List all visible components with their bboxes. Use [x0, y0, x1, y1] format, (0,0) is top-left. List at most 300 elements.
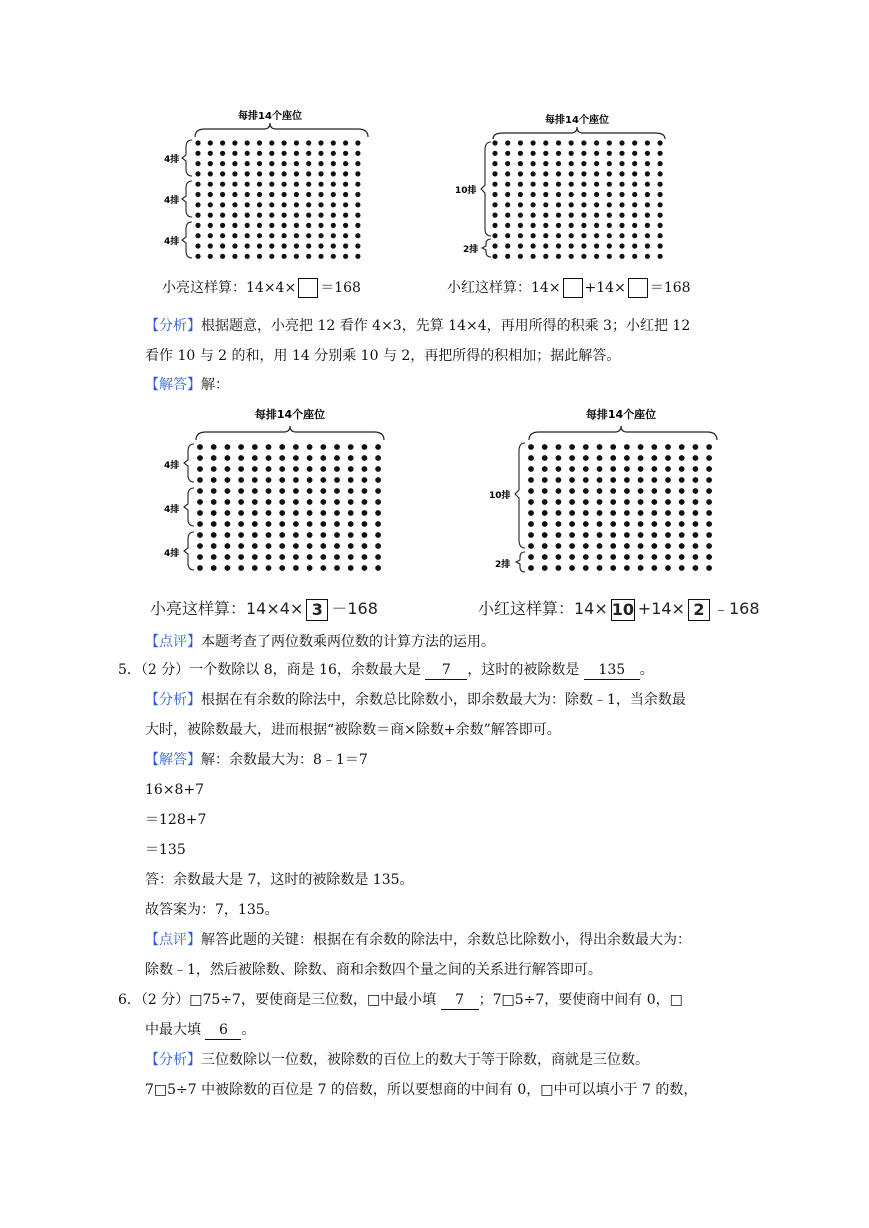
seat-dot: [518, 213, 523, 218]
seat-dot: [583, 510, 589, 516]
seat-dot: [220, 161, 225, 166]
seat-dot: [505, 213, 510, 218]
seat-dot: [518, 233, 523, 238]
seat-dot: [619, 202, 624, 207]
seat-dot: [543, 254, 548, 259]
seat-dot: [556, 192, 561, 197]
seat-dot: [583, 543, 589, 549]
seat-dot: [252, 521, 258, 527]
seat-dot: [195, 254, 200, 259]
seat-dot: [597, 554, 603, 560]
seat-dot-grid: [195, 140, 360, 259]
svg-text:4排: 4排: [164, 155, 180, 165]
seat-dot: [245, 192, 250, 197]
seat-dot: [238, 455, 244, 461]
seat-dot: [556, 233, 561, 238]
seat-dot: [266, 565, 272, 571]
seat-dot: [632, 254, 637, 259]
q5-step-4: 答：余数最大是 7，这时的被除数是 135。: [145, 872, 414, 888]
q6-analysis-line2: 7□5÷7 中被除数的百位是 7 的倍数，所以要想商的中间有 0，□中可以填小于 7 的数，: [145, 1082, 698, 1098]
seat-dot: [597, 510, 603, 516]
seat-dot: [293, 521, 299, 527]
seat-dot: [556, 254, 561, 259]
seat-dot: [665, 444, 671, 450]
seat-dot: [665, 554, 671, 560]
seat-dot: [282, 213, 287, 218]
seat-dot: [220, 213, 225, 218]
seat-dot: [693, 477, 699, 483]
seat-dot: [195, 213, 200, 218]
seat-dot: [266, 488, 272, 494]
seat-dot: [651, 488, 657, 494]
seat-dot: [362, 565, 368, 571]
seat-dot: [569, 140, 574, 145]
seat-dot: [375, 455, 381, 461]
seat-dot: [632, 243, 637, 248]
seat-dot: [348, 532, 354, 538]
seat-dot: [355, 233, 360, 238]
seat-dot: [318, 192, 323, 197]
seat-dot: [531, 192, 536, 197]
seat-dot: [597, 499, 603, 505]
seat-dot: [531, 140, 536, 145]
seat-dot: [225, 565, 231, 571]
seat-dot: [334, 532, 340, 538]
seat-dot: [225, 510, 231, 516]
seat-dot: [282, 243, 287, 248]
diagram-title: 每排14个座位: [545, 115, 609, 126]
seat-dot: [225, 521, 231, 527]
seat-dot: [238, 477, 244, 483]
seat-dot: [279, 499, 285, 505]
seat-dot: [693, 521, 699, 527]
seat-dot: [320, 466, 326, 472]
q5-comment-line1: 【点评】解答此题的关键：根据在有余数的除法中，余数总比除数小，得出余数最大为：: [145, 932, 691, 948]
seat-dot: [269, 233, 274, 238]
seat-dot: [225, 488, 231, 494]
seat-dot: [320, 565, 326, 571]
seat-dot: [610, 455, 616, 461]
seat-dot: [597, 532, 603, 538]
seat-dot: [197, 554, 203, 560]
seat-dot: [195, 151, 200, 156]
seat-dot: [505, 223, 510, 228]
seat-dot: [238, 554, 244, 560]
seat-dot: [610, 477, 616, 483]
seat-dot: [355, 140, 360, 145]
seat-dot: [293, 466, 299, 472]
seat-dot: [583, 455, 589, 461]
top-brace: [529, 426, 717, 440]
seat-dot: [651, 499, 657, 505]
seat-dot: [195, 202, 200, 207]
seat-dot: [306, 192, 311, 197]
seat-dot: [651, 455, 657, 461]
seat-dot: [645, 171, 650, 176]
seat-dot: [232, 161, 237, 166]
seat-dot: [306, 223, 311, 228]
seat-dot: [556, 488, 562, 494]
seat-dot: [645, 192, 650, 197]
seat-dot: [318, 161, 323, 166]
seat-dot: [355, 202, 360, 207]
seat-dot: [597, 488, 603, 494]
seat-dot: [583, 488, 589, 494]
seat-dot: [225, 466, 231, 472]
seat-dot: [257, 243, 262, 248]
seat-dot: [556, 171, 561, 176]
seat-dot: [362, 510, 368, 516]
seat-dot: [706, 455, 712, 461]
q6-blank-1: 7: [441, 991, 479, 1010]
seat-dot: [556, 499, 562, 505]
seat-dot: [569, 510, 575, 516]
seat-dot: [257, 140, 262, 145]
seat-dot: [362, 477, 368, 483]
seat-dot: [594, 161, 599, 166]
seat-dot: [658, 182, 663, 187]
q5-step-1: 16×8+7: [145, 782, 205, 798]
svg-text:2排: 2排: [463, 245, 479, 255]
seat-dot: [542, 488, 548, 494]
seat-dot: [362, 521, 368, 527]
diagram-title: 每排14个座位: [254, 408, 326, 421]
seat-dot: [282, 202, 287, 207]
seat-dot: [245, 233, 250, 238]
seat-dot: [282, 140, 287, 145]
seat-dot: [293, 565, 299, 571]
seat-dot: [624, 565, 630, 571]
seat-dot: [679, 444, 685, 450]
seat-dot: [320, 455, 326, 461]
seat-dot: [225, 499, 231, 505]
seat-dot: [252, 477, 258, 483]
seat-dot: [569, 521, 575, 527]
seat-dot: [665, 521, 671, 527]
seat-dot: [665, 455, 671, 461]
seat-dot: [294, 213, 299, 218]
seat-dot: [197, 532, 203, 538]
seat-dot: [225, 477, 231, 483]
q5-analysis-line1: 【分析】根据在有余数的除法中，余数总比除数小，即余数最大为：除数﹣1，当余数最: [145, 692, 686, 708]
seat-dot: [282, 171, 287, 176]
seat-dot: [334, 488, 340, 494]
seat-dot: [492, 171, 497, 176]
seat-dot: [331, 213, 336, 218]
seat-dot: [645, 213, 650, 218]
seat-dot: [293, 554, 299, 560]
q4-analysis-line1: 【分析】根据题意，小亮把 12 看作 4×3，先算 14×4，再用所得的积乘 3；小红把 12: [145, 318, 691, 334]
seat-dot: [610, 466, 616, 472]
seat-dot: [252, 455, 258, 461]
svg-text:4排: 4排: [164, 237, 180, 247]
seat-dot: [257, 182, 262, 187]
seat-dot: [518, 254, 523, 259]
seat-dot: [318, 202, 323, 207]
seat-dot: [581, 254, 586, 259]
seat-dot: [348, 444, 354, 450]
seat-dot: [269, 151, 274, 156]
seat-dot: [569, 543, 575, 549]
seat-dot: [252, 554, 258, 560]
seat-dot: [245, 140, 250, 145]
seat-dot: [706, 477, 712, 483]
seat-dot: [225, 543, 231, 549]
seat-dot: [220, 233, 225, 238]
seat-dot: [306, 171, 311, 176]
seat-dot: [556, 140, 561, 145]
seat-dot: [597, 477, 603, 483]
seat-dot: [518, 182, 523, 187]
seat-dot: [195, 140, 200, 145]
seat-dot: [651, 477, 657, 483]
seat-dot: [531, 233, 536, 238]
seat-dot: [245, 171, 250, 176]
seat-dot: [492, 182, 497, 187]
svg-text:4排: 4排: [164, 505, 180, 515]
top-brace: [196, 426, 384, 440]
seat-dot: [569, 554, 575, 560]
seat-dot: [211, 444, 217, 450]
seat-dot: [679, 477, 685, 483]
side-brace-10: [455, 142, 491, 236]
seat-dot: [238, 499, 244, 505]
seat-dot: [556, 477, 562, 483]
seat-dot: [220, 151, 225, 156]
seat-dot: [569, 223, 574, 228]
svg-text:4排: 4排: [164, 549, 180, 559]
seat-dot: [543, 243, 548, 248]
seat-dot: [556, 455, 562, 461]
seat-dot: [257, 202, 262, 207]
seat-dot: [528, 510, 534, 516]
answer-box-empty: [298, 278, 318, 298]
q6-analysis-line1: 【分析】三位数除以一位数，被除数的百位上的数大于等于除数，商就是三位数。: [145, 1052, 649, 1068]
seat-dot: [594, 243, 599, 248]
seat-dot: [375, 466, 381, 472]
seat-dot: [211, 565, 217, 571]
seat-dot: [679, 521, 685, 527]
seat-dot: [531, 161, 536, 166]
seat-dot: [282, 254, 287, 259]
seat-dot: [320, 532, 326, 538]
seat-dot: [343, 223, 348, 228]
seat-dot: [581, 171, 586, 176]
seat-dot: [232, 243, 237, 248]
seat-dot: [294, 161, 299, 166]
seat-dot: [531, 223, 536, 228]
seat-dot: [610, 521, 616, 527]
seat-dot: [362, 444, 368, 450]
seat-dot: [232, 140, 237, 145]
seat-dot: [238, 543, 244, 549]
q5-step-3: ＝135: [145, 842, 186, 858]
seat-dot: [266, 444, 272, 450]
seat-dot: [318, 243, 323, 248]
seat-dot: [610, 444, 616, 450]
seat-dot: [528, 532, 534, 538]
seat-diagram-xiaoliang: [160, 105, 380, 265]
seat-dot: [651, 510, 657, 516]
seat-dot: [679, 565, 685, 571]
seat-dot: [320, 477, 326, 483]
seat-dot: [220, 182, 225, 187]
seat-dot: [581, 182, 586, 187]
seat-dot: [245, 202, 250, 207]
seat-dot: [266, 499, 272, 505]
seat-dot: [619, 213, 624, 218]
seat-dot: [619, 243, 624, 248]
seat-dot: [528, 477, 534, 483]
seat-dot: [334, 455, 340, 461]
seat-dot: [569, 192, 574, 197]
seat-dot: [208, 213, 213, 218]
seat-dot: [320, 444, 326, 450]
seat-dot: [245, 213, 250, 218]
seat-dot: [334, 510, 340, 516]
seat-dot: [293, 499, 299, 505]
seat-dot: [658, 202, 663, 207]
seat-dot: [307, 466, 313, 472]
seat-dot: [581, 151, 586, 156]
seat-dot: [658, 161, 663, 166]
seat-dot: [569, 565, 575, 571]
seat-dot: [306, 182, 311, 187]
seat-dot: [232, 202, 237, 207]
diagram-title: 每排14个座位: [238, 111, 302, 122]
seat-dot: [607, 223, 612, 228]
seat-dot: [266, 466, 272, 472]
seat-dot: [542, 466, 548, 472]
seat-dot: [245, 223, 250, 228]
seat-dot: [624, 521, 630, 527]
seat-dot: [518, 202, 523, 207]
seat-dot: [220, 202, 225, 207]
seat-dot: [331, 202, 336, 207]
seat-dot: [269, 254, 274, 259]
seat-dot: [375, 543, 381, 549]
seat-dot: [569, 243, 574, 248]
seat-dot: [610, 565, 616, 571]
seat-dot: [269, 140, 274, 145]
seat-dot: [569, 455, 575, 461]
seat-dot: [569, 488, 575, 494]
seat-dot: [583, 521, 589, 527]
seat-dot: [294, 151, 299, 156]
seat-dot: [638, 510, 644, 516]
seat-dot: [331, 182, 336, 187]
seat-dot: [257, 213, 262, 218]
seat-dot: [208, 140, 213, 145]
seat-dot: [375, 444, 381, 450]
seat-dot: [543, 192, 548, 197]
seat-dot: [645, 202, 650, 207]
q5-step-2: ＝128+7: [145, 812, 207, 828]
seat-dot: [375, 499, 381, 505]
seat-dot: [318, 151, 323, 156]
seat-dot: [665, 565, 671, 571]
seat-dot: [597, 521, 603, 527]
seat-dot: [279, 565, 285, 571]
seat-dot: [492, 213, 497, 218]
seat-dot: [610, 554, 616, 560]
seat-dot: [220, 140, 225, 145]
seat-dot: [638, 488, 644, 494]
seat-dot: [594, 171, 599, 176]
seat-dot: [355, 192, 360, 197]
seat-dot: [651, 543, 657, 549]
seat-dot: [679, 532, 685, 538]
seat-dot: [543, 161, 548, 166]
seat-dot: [343, 202, 348, 207]
seat-dot: [307, 510, 313, 516]
seat-dot: [531, 171, 536, 176]
seat-dot: [583, 499, 589, 505]
seat-diagram-xiaohong: [445, 105, 675, 265]
seat-dot: [693, 554, 699, 560]
seat-dot: [343, 213, 348, 218]
xiaoliang-equation-answer: 小亮这样算：14×4× 3 －168: [150, 599, 378, 619]
seat-dot: [569, 254, 574, 259]
seat-dot: [665, 499, 671, 505]
seat-dot: [238, 466, 244, 472]
seat-dot: [638, 477, 644, 483]
seat-dot: [610, 510, 616, 516]
seat-dot: [492, 202, 497, 207]
seat-dot: [269, 161, 274, 166]
seat-dot: [266, 477, 272, 483]
seat-dot: [543, 151, 548, 156]
seat-dot: [624, 499, 630, 505]
seat-dot: [343, 151, 348, 156]
seat-dot: [320, 554, 326, 560]
seat-dot: [505, 151, 510, 156]
seat-dot: [318, 213, 323, 218]
seat-dot: [645, 223, 650, 228]
seat-dot: [556, 532, 562, 538]
side-brace-2: [164, 488, 194, 526]
seat-dot: [543, 233, 548, 238]
seat-dot: [334, 466, 340, 472]
seat-dot: [638, 532, 644, 538]
svg-text:10排: 10排: [455, 186, 477, 196]
seat-dot: [208, 223, 213, 228]
seat-dot: [266, 543, 272, 549]
seat-dot: [693, 543, 699, 549]
seat-dot: [306, 254, 311, 259]
seat-dot: [651, 565, 657, 571]
seat-dot: [245, 243, 250, 248]
seat-dot: [257, 192, 262, 197]
seat-dot: [651, 466, 657, 472]
seat-dot: [375, 510, 381, 516]
seat-dot: [543, 140, 548, 145]
seat-dot: [293, 444, 299, 450]
seat-dot: [279, 466, 285, 472]
seat-dot: [266, 455, 272, 461]
seat-dot: [492, 254, 497, 259]
seat-dot: [569, 161, 574, 166]
seat-dot: [334, 554, 340, 560]
seat-dot: [220, 171, 225, 176]
seat-dot: [279, 543, 285, 549]
seat-dot: [632, 171, 637, 176]
seat-dot: [632, 151, 637, 156]
seat-dot: [543, 213, 548, 218]
seat-dot: [306, 213, 311, 218]
seat-dot: [211, 543, 217, 549]
seat-dot: [293, 455, 299, 461]
